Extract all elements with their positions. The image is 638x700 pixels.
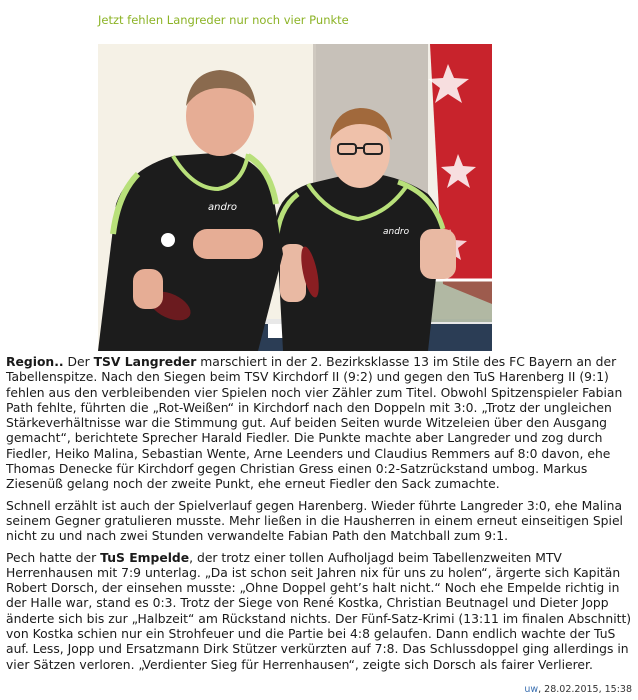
dateline: Region.. [6, 355, 64, 369]
paragraph-3 [6, 551, 632, 673]
article-photo [98, 44, 492, 351]
team-name-langreder: TSV Langreder [93, 355, 197, 369]
paragraph-1-text-a: Der [63, 355, 94, 369]
paragraph-1-text-b: marschiert in der 2. Bezirksklasse 13 im Stile des FC Bayern an der Tabellenspitze. Nach den Siegen beim TSV Kirchdorf II (9:2) und gegen den TuS Harenberg II (9:1) fehlen aus den verbleibenden vier Spielen noch vier Zähler zum Titel. Obwohl Spitzenspieler Fabian Path fehlte, führten die „Rot-Weißen“ in Kirchdorf nach den Doppeln mit 3:0. „Trotz der ungleichen Stärkeverhältnisse war die Stimmung gut. Auf beiden Seiten wurde Witzeleien über den Ausgang gemacht“, berichtete Sprecher Harald Fiedler. Die Punkte machte aber Langreder und zog durch Fiedler, Heiko Malina, Sebastian Wente, Arne Leenders und Claudius Remmers auf 8:0 davon, ehe Thomas Denecke für Kirchdorf gegen Christian Gress einen 0:2-Satzrückstand umbog. Markus Ziesenüß gelang noch der zweite Punkt, ehe erneut Fiedler den Sack zumachte. [6, 355, 623, 492]
article-body [6, 355, 632, 679]
paragraph-1 [6, 355, 632, 493]
author-link[interactable]: uw [524, 684, 539, 695]
paragraph-3-text-b: , der trotz einer tollen Aufholjagd beim Tabellenzweiten MTV Herrenhausen mit 7:9 unterlag. „Da ist schon seit Jahren nix für uns zu holen“, ärgerte sich Kapitän Robert Dorsch, der einsehen musste: „Ohne Doppel geht’s halt nicht.“ Noch ehe Empelde richtig in der Halle war, stand es 0:3. Trotz der Siege von René Kostka, Christian Beutnagel und Dieter Jopp änderte sich bis zur „Halbzeit“ am Rückstand nichts. Der Fünf-Satz-Krimi (13:11 im finalen Abschnitt) von Kostka schien nur ein Strohfeuer und die Partie bei 4:8 gelaufen. Dann endlich wachte der TuS auf. Less, Jopp und Ersatzmann Dirk Stützer verkürzten auf 7:8. Das Schlussdoppel ging allerdings in vier Sätzen verloren. „Verdienter Sieg für Herrenhausen“, zeigte sich Dorsch als fairer Verlierer. [6, 550, 632, 672]
paragraph-2: Schnell erzählt ist auch der Spielverlauf gegen Harenberg. Wieder führte Langreder 3:0, ehe Malina seinem Gegner gratulieren musste. Mehr ließen in die Hausherren in einem erneut einseitigen Spiel nicht zu und nach zwei Stunden verwandelte Fabian Path den Matchball zum 9:1. [6, 498, 623, 544]
jersey-brand-left: andro [208, 202, 238, 213]
jersey-brand-right: andro [383, 227, 410, 237]
article-headline: Jetzt fehlen Langreder nur noch vier Punkte [98, 13, 349, 27]
byline [524, 684, 632, 695]
timestamp: , 28.02.2015, 15:38 [538, 684, 632, 695]
table-tennis-photo [98, 44, 492, 351]
team-name-empelde: TuS Empelde [100, 550, 190, 565]
paragraph-3-text-a: Pech hatte der [6, 550, 101, 565]
